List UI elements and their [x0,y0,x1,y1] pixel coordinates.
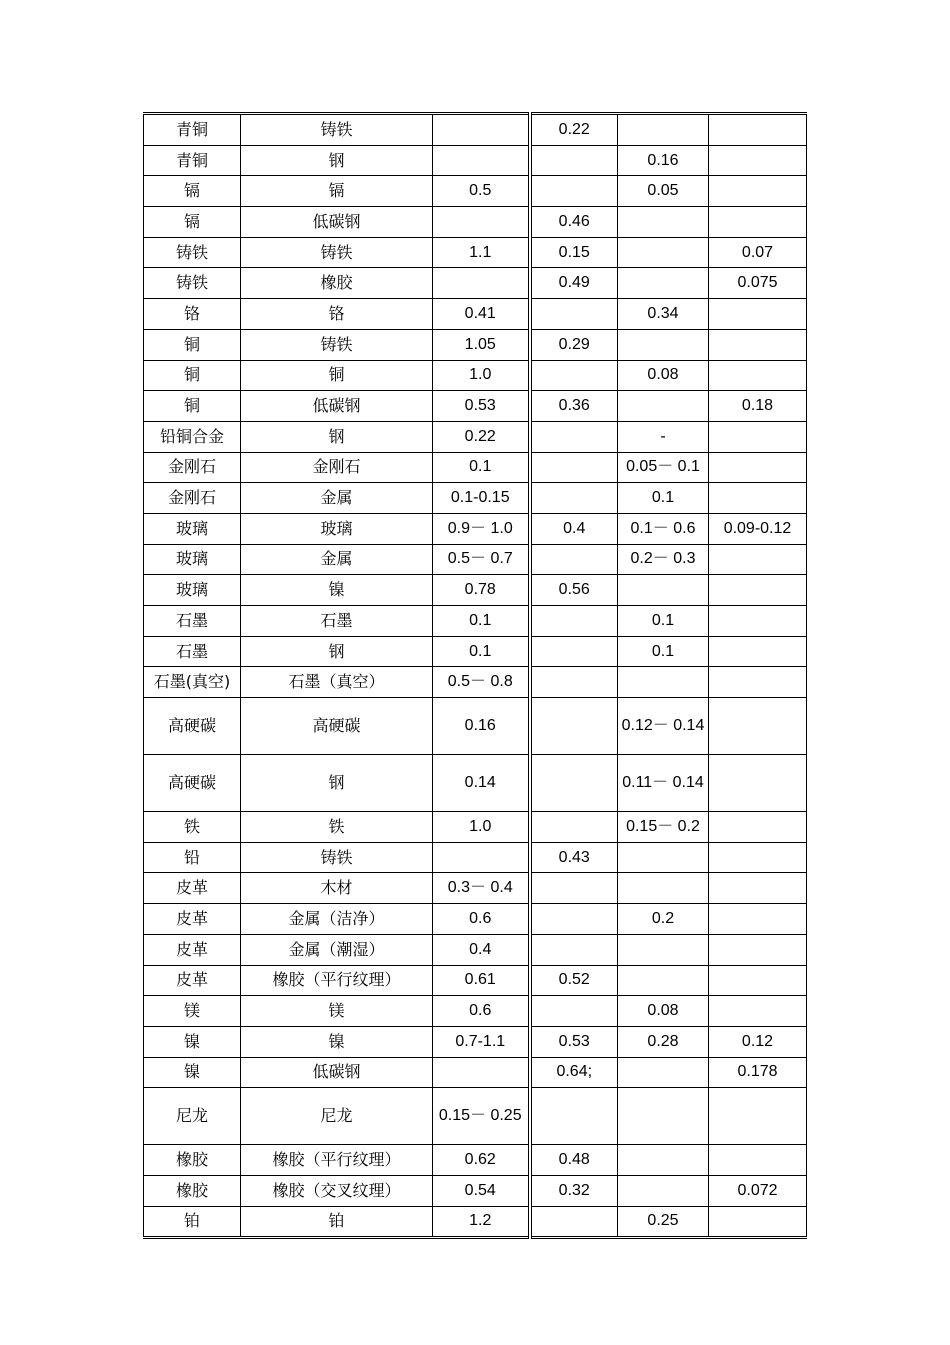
value-col-3-cell: 0.4 [433,934,530,965]
value-col-5-cell [618,934,709,965]
value-col-3-cell [433,207,530,238]
material-a-cell: 金刚石 [144,483,241,514]
value-col-5-cell: 0.1 [618,483,709,514]
value-col-5-cell: 0.05 [618,176,709,207]
value-col-5-cell [618,237,709,268]
value-col-4-cell: 0.64; [530,1057,618,1088]
table-row [144,391,807,422]
table-row [144,207,807,238]
table-row [144,1175,807,1206]
value-col-6-cell [709,421,807,452]
material-a-cell: 皮革 [144,965,241,996]
material-b-cell: 铸铁 [241,237,433,268]
value-col-6-cell: 0.09-0.12 [709,513,807,544]
value-col-4-cell [530,606,618,637]
value-col-3-cell: 0.14 [433,755,530,812]
material-b-cell: 钢 [241,755,433,812]
value-col-6-cell [709,755,807,812]
table-row [144,606,807,637]
value-col-4-cell: 0.15 [530,237,618,268]
value-col-4-cell: 0.56 [530,575,618,606]
value-col-3-cell: 0.3－ 0.4 [433,873,530,904]
value-col-6-cell [709,360,807,391]
value-col-3-cell: 0.61 [433,965,530,996]
value-col-4-cell [530,421,618,452]
value-col-3-cell [433,842,530,873]
table-row [144,965,807,996]
material-b-cell: 石墨（真空） [241,667,433,698]
material-a-cell: 铜 [144,329,241,360]
material-a-cell: 橡胶 [144,1175,241,1206]
material-a-cell: 铂 [144,1206,241,1238]
material-b-cell: 低碳钢 [241,1057,433,1088]
value-col-3-cell: 0.41 [433,299,530,330]
value-col-5-cell: 0.1 [618,606,709,637]
material-b-cell: 橡胶（平行纹理） [241,965,433,996]
value-col-6-cell [709,812,807,843]
material-a-cell: 高硬碳 [144,698,241,755]
value-col-5-cell [618,329,709,360]
value-col-3-cell: 0.78 [433,575,530,606]
value-col-4-cell [530,904,618,935]
material-b-cell: 镉 [241,176,433,207]
value-col-6-cell [709,606,807,637]
value-col-5-cell [618,842,709,873]
material-a-cell: 皮革 [144,873,241,904]
value-col-6-cell [709,965,807,996]
value-col-3-cell: 0.22 [433,421,530,452]
value-col-5-cell: 0.08 [618,996,709,1027]
table-row [144,842,807,873]
material-a-cell: 青铜 [144,145,241,176]
material-b-cell: 铁 [241,812,433,843]
value-col-3-cell: 0.5－ 0.8 [433,667,530,698]
value-col-5-cell: 0.2－ 0.3 [618,544,709,575]
material-a-cell: 橡胶 [144,1145,241,1176]
material-b-cell: 金属 [241,483,433,514]
value-col-5-cell [618,1145,709,1176]
value-col-5-cell [618,1175,709,1206]
table-body [144,114,807,1238]
value-col-5-cell [618,268,709,299]
material-b-cell: 铂 [241,1206,433,1238]
value-col-3-cell: 0.1 [433,606,530,637]
table-row [144,812,807,843]
material-a-cell: 镍 [144,1057,241,1088]
material-a-cell: 高硬碳 [144,755,241,812]
value-col-5-cell [618,1057,709,1088]
value-col-5-cell [618,1088,709,1145]
material-b-cell: 镍 [241,575,433,606]
value-col-5-cell: 0.05－ 0.1 [618,452,709,483]
value-col-5-cell [618,207,709,238]
table-row [144,667,807,698]
value-col-6-cell [709,207,807,238]
value-col-3-cell: 1.0 [433,360,530,391]
value-col-3-cell [433,145,530,176]
material-b-cell: 铸铁 [241,842,433,873]
material-b-cell: 木材 [241,873,433,904]
value-col-4-cell [530,698,618,755]
value-col-3-cell: 1.1 [433,237,530,268]
table-row [144,483,807,514]
value-col-6-cell [709,299,807,330]
value-col-6-cell [709,176,807,207]
value-col-4-cell [530,667,618,698]
material-b-cell: 镍 [241,1026,433,1057]
material-a-cell: 青铜 [144,114,241,146]
value-col-5-cell: 0.16 [618,145,709,176]
value-col-3-cell: 0.1-0.15 [433,483,530,514]
value-col-5-cell: - [618,421,709,452]
material-b-cell: 尼龙 [241,1088,433,1145]
value-col-6-cell [709,329,807,360]
value-col-3-cell: 0.5 [433,176,530,207]
value-col-6-cell [709,698,807,755]
material-a-cell: 铅 [144,842,241,873]
value-col-3-cell [433,268,530,299]
value-col-6-cell [709,934,807,965]
value-col-4-cell [530,934,618,965]
value-col-4-cell: 0.36 [530,391,618,422]
material-a-cell: 铬 [144,299,241,330]
value-col-3-cell: 0.15－ 0.25 [433,1088,530,1145]
material-b-cell: 金刚石 [241,452,433,483]
table-row [144,114,807,146]
table-row [144,755,807,812]
value-col-3-cell: 0.5－ 0.7 [433,544,530,575]
table-row [144,544,807,575]
material-a-cell: 铜 [144,360,241,391]
material-a-cell: 玻璃 [144,544,241,575]
material-b-cell: 钢 [241,421,433,452]
material-b-cell: 低碳钢 [241,207,433,238]
value-col-4-cell [530,176,618,207]
value-col-6-cell [709,996,807,1027]
value-col-5-cell: 0.28 [618,1026,709,1057]
material-b-cell: 高硬碳 [241,698,433,755]
value-col-3-cell: 0.1 [433,452,530,483]
table-row [144,299,807,330]
value-col-5-cell: 0.12－ 0.14 [618,698,709,755]
table-row [144,452,807,483]
table-row [144,996,807,1027]
value-col-4-cell: 0.4 [530,513,618,544]
value-col-3-cell: 0.6 [433,904,530,935]
material-b-cell: 镁 [241,996,433,1027]
table-row [144,636,807,667]
value-col-5-cell: 0.1 [618,636,709,667]
value-col-3-cell: 0.53 [433,391,530,422]
material-a-cell: 玻璃 [144,575,241,606]
value-col-4-cell [530,636,618,667]
value-col-6-cell: 0.075 [709,268,807,299]
value-col-4-cell: 0.43 [530,842,618,873]
value-col-6-cell: 0.178 [709,1057,807,1088]
material-b-cell: 铸铁 [241,114,433,146]
table-row [144,1088,807,1145]
table-row [144,904,807,935]
value-col-4-cell [530,1206,618,1238]
value-col-4-cell [530,1088,618,1145]
value-col-3-cell: 1.05 [433,329,530,360]
value-col-3-cell: 0.1 [433,636,530,667]
material-b-cell: 橡胶 [241,268,433,299]
value-col-3-cell: 0.6 [433,996,530,1027]
value-col-5-cell [618,873,709,904]
value-col-6-cell: 0.12 [709,1026,807,1057]
value-col-5-cell [618,114,709,146]
material-a-cell: 铅铜合金 [144,421,241,452]
value-col-3-cell: 0.54 [433,1175,530,1206]
value-col-4-cell: 0.22 [530,114,618,146]
material-b-cell: 钢 [241,636,433,667]
friction-coefficient-table [143,112,807,1239]
value-col-6-cell [709,1145,807,1176]
value-col-3-cell: 0.7-1.1 [433,1026,530,1057]
material-a-cell: 镁 [144,996,241,1027]
value-col-5-cell [618,667,709,698]
value-col-3-cell: 0.16 [433,698,530,755]
value-col-6-cell [709,667,807,698]
value-col-4-cell [530,452,618,483]
material-a-cell: 镉 [144,207,241,238]
material-b-cell: 石墨 [241,606,433,637]
value-col-6-cell [709,575,807,606]
material-a-cell: 镉 [144,176,241,207]
value-col-6-cell [709,452,807,483]
table-row [144,934,807,965]
value-col-4-cell [530,145,618,176]
material-b-cell: 玻璃 [241,513,433,544]
value-col-4-cell [530,996,618,1027]
value-col-4-cell: 0.29 [530,329,618,360]
value-col-6-cell [709,1206,807,1238]
value-col-6-cell [709,483,807,514]
material-a-cell: 铸铁 [144,237,241,268]
value-col-6-cell [709,544,807,575]
value-col-6-cell [709,145,807,176]
table-row [144,237,807,268]
material-b-cell: 橡胶（平行纹理） [241,1145,433,1176]
table-row [144,513,807,544]
material-b-cell: 金属（潮湿） [241,934,433,965]
value-col-5-cell: 0.2 [618,904,709,935]
value-col-4-cell: 0.46 [530,207,618,238]
material-b-cell: 铬 [241,299,433,330]
table-row [144,1026,807,1057]
value-col-5-cell: 0.1－ 0.6 [618,513,709,544]
material-a-cell: 金刚石 [144,452,241,483]
value-col-4-cell [530,544,618,575]
material-a-cell: 皮革 [144,904,241,935]
value-col-6-cell [709,1088,807,1145]
value-col-3-cell: 0.9－ 1.0 [433,513,530,544]
value-col-6-cell [709,636,807,667]
value-col-4-cell: 0.53 [530,1026,618,1057]
value-col-5-cell: 0.25 [618,1206,709,1238]
value-col-3-cell [433,1057,530,1088]
material-a-cell: 石墨 [144,636,241,667]
table-row [144,329,807,360]
value-col-6-cell: 0.072 [709,1175,807,1206]
value-col-5-cell [618,575,709,606]
table-row [144,575,807,606]
material-b-cell: 低碳钢 [241,391,433,422]
material-a-cell: 铜 [144,391,241,422]
material-b-cell: 金属 [241,544,433,575]
value-col-4-cell [530,755,618,812]
value-col-4-cell [530,812,618,843]
value-col-5-cell [618,391,709,422]
material-a-cell: 铁 [144,812,241,843]
value-col-6-cell [709,873,807,904]
value-col-5-cell [618,965,709,996]
value-col-6-cell: 0.07 [709,237,807,268]
table-row [144,698,807,755]
value-col-4-cell: 0.48 [530,1145,618,1176]
material-b-cell: 金属（洁净） [241,904,433,935]
value-col-5-cell: 0.34 [618,299,709,330]
value-col-5-cell: 0.15－ 0.2 [618,812,709,843]
material-a-cell: 玻璃 [144,513,241,544]
value-col-4-cell: 0.32 [530,1175,618,1206]
table-row [144,421,807,452]
table-row [144,873,807,904]
table-row [144,1057,807,1088]
value-col-6-cell [709,114,807,146]
value-col-3-cell [433,114,530,146]
material-b-cell: 橡胶（交叉纹理） [241,1175,433,1206]
value-col-4-cell [530,360,618,391]
table-row [144,1145,807,1176]
value-col-3-cell: 1.2 [433,1206,530,1238]
material-a-cell: 皮革 [144,934,241,965]
value-col-4-cell [530,873,618,904]
material-a-cell: 尼龙 [144,1088,241,1145]
material-b-cell: 铜 [241,360,433,391]
value-col-5-cell: 0.11－ 0.14 [618,755,709,812]
value-col-6-cell [709,904,807,935]
value-col-6-cell [709,842,807,873]
table-row [144,1206,807,1238]
value-col-4-cell: 0.49 [530,268,618,299]
value-col-4-cell [530,299,618,330]
material-b-cell: 钢 [241,145,433,176]
value-col-3-cell: 1.0 [433,812,530,843]
value-col-5-cell: 0.08 [618,360,709,391]
table-row [144,176,807,207]
value-col-4-cell [530,483,618,514]
material-a-cell: 铸铁 [144,268,241,299]
material-a-cell: 石墨 [144,606,241,637]
material-a-cell: 石墨(真空) [144,667,241,698]
value-col-6-cell: 0.18 [709,391,807,422]
value-col-4-cell: 0.52 [530,965,618,996]
table-row [144,268,807,299]
table-row [144,360,807,391]
material-a-cell: 镍 [144,1026,241,1057]
material-b-cell: 铸铁 [241,329,433,360]
table-row [144,145,807,176]
value-col-3-cell: 0.62 [433,1145,530,1176]
